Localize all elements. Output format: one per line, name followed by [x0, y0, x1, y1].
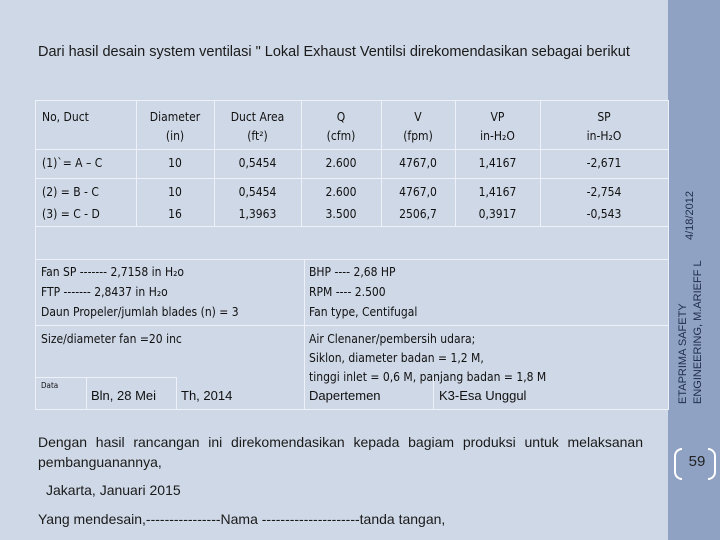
page-bracket-right [708, 448, 716, 480]
ftp: FTP ------- 2,8437 in H₂o [41, 285, 168, 299]
inlet-size: tinggi inlet = 0,6 M, panjang badan = 1,8 M [309, 370, 547, 384]
row2-sp: -2,754 [586, 185, 622, 199]
fan-sp: Fan SP ------- 2,7158 in H₂o [41, 265, 185, 279]
signature-line: Yang mendesain,----------------Nama ---------------------tanda tangan, [38, 511, 446, 527]
fan-size: Size/diameter fan =20 inc [41, 332, 182, 346]
month-date: Bln, 28 Mei [91, 388, 157, 403]
row1-sp: -2,671 [586, 156, 622, 170]
siklon: Siklon, diameter badan = 1,2 M, [309, 351, 484, 365]
intro-text: Dari hasil desain system ventilasi " Lokal Exhaust Ventilsi direkomendasikan sebagai berikut [38, 44, 630, 60]
sidebar-org-line1: ETAPRIMA SAFETY [677, 303, 689, 404]
row3-sp: -0,543 [586, 207, 622, 221]
row1-q: 2.600 [325, 156, 357, 170]
header-no-duct: No, Duct [42, 110, 89, 124]
row3-diameter: 16 [168, 207, 182, 221]
propeler-blades: Daun Propeler/jumlah blades (n) = 3 [41, 305, 239, 319]
header-v: V (fpm) [403, 110, 433, 143]
row2-v: 4767,0 [399, 185, 437, 199]
row2-vp: 1,4167 [478, 185, 517, 199]
k3-esa-unggul: K3-Esa Unggul [439, 388, 527, 403]
row1-no: (1)`= A – C [42, 156, 103, 170]
header-sp: SP in-H₂O [586, 110, 622, 143]
departemen: Dapertemen [309, 388, 381, 403]
sidebar-date: 4/18/2012 [684, 191, 696, 240]
design-table [35, 100, 669, 410]
row2-area: 0,5454 [238, 185, 277, 199]
rpm: RPM ---- 2.500 [309, 285, 386, 299]
air-cleaner: Air Clenaner/pembersih udara; [309, 332, 476, 346]
row1-diameter: 10 [168, 156, 182, 170]
header-diameter: Diameter (in) [149, 110, 201, 143]
page-number: 59 [688, 453, 706, 470]
row3-area: 1,3963 [238, 207, 277, 221]
row3-vp: 0,3917 [478, 207, 517, 221]
row2-diameter: 10 [168, 185, 182, 199]
row3-q: 3.500 [325, 207, 357, 221]
header-vp: VP in-H₂O [480, 110, 515, 143]
closing-text: Dengan hasil rancangan ini direkomendasikan kepada bagiam produksi untuk melaksanan pembanguanannya, [38, 434, 643, 470]
sidebar-org-line2: ENGINEERING, M.ARIEFF L [692, 260, 704, 404]
bhp: BHP ---- 2,68 HP [309, 265, 396, 279]
header-duct-area: Duct Area (ft²) [230, 110, 285, 143]
row1-vp: 1,4167 [478, 156, 517, 170]
row3-no: (3) = C - D [42, 207, 100, 221]
data-label: Data [41, 381, 59, 390]
row2-q: 2.600 [325, 185, 357, 199]
year: Th, 2014 [181, 388, 233, 403]
fan-type: Fan type, Centifugal [309, 305, 418, 319]
row1-v: 4767,0 [399, 156, 437, 170]
row2-no: (2) = B - C [42, 185, 99, 199]
row3-v: 2506,7 [399, 207, 437, 221]
header-q: Q (cfm) [326, 110, 356, 143]
city-date: Jakarta, Januari 2015 [46, 482, 181, 498]
row1-area: 0,5454 [238, 156, 277, 170]
